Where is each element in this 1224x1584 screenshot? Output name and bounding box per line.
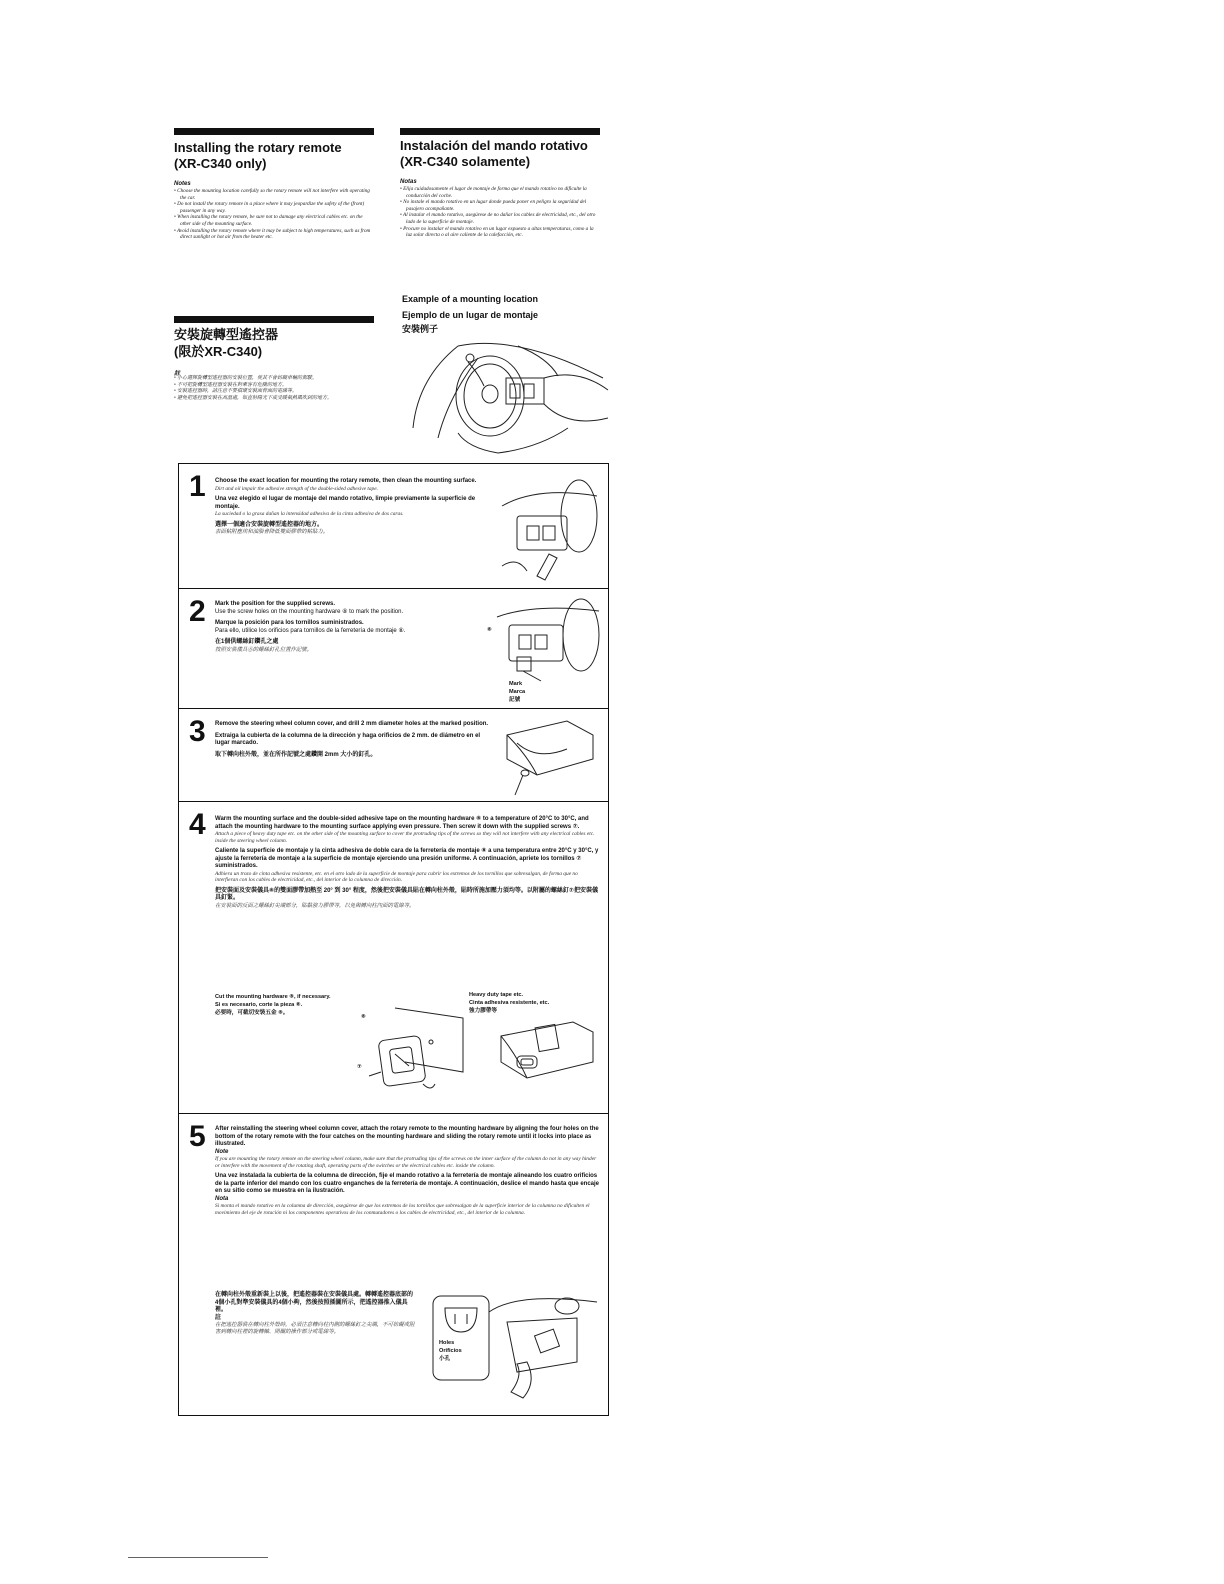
- step-3-number: 3: [189, 715, 206, 748]
- step-5-en-italic: If you are mounting the rotary remote on the steering wheel column, make sure that the protruding tips of the screws on the inner surface of the column do not in any way hinder or interfere with the movement of the rotating shaft, operating parts of the switches or the electrical cables etc. inside the column.: [215, 1156, 597, 1169]
- example-title-zh: 安裝例子: [402, 324, 439, 334]
- step-4-number: 4: [189, 808, 206, 841]
- chinese-notes-title: 註: [174, 371, 181, 377]
- step-2-panel: [178, 589, 609, 709]
- chinese-title-line2: (限於XR-C340): [174, 344, 263, 359]
- spanish-title-bar: [400, 128, 600, 135]
- step-4-panel: [178, 802, 609, 1114]
- spanish-note-3: • Al instalar el mando rotativo, asegúrese de no dañar los cables de electricidad, etc., del otro lado de la superficie de montaje.: [400, 212, 600, 225]
- step-2-illustration: [495, 597, 603, 681]
- step-4-hardware-illustration: [365, 1002, 465, 1098]
- example-title-en: Example of a mounting location: [402, 294, 539, 304]
- step-5-zh-note-title: 註: [215, 1314, 222, 1321]
- footer-rule: [128, 1557, 268, 1558]
- chinese-note-4: • 避免把遙控器安裝在高溫處，如直射陽光下或受暖氣熱風吹到的地方。: [174, 396, 374, 403]
- step-5-zh-italic: 在把遙控器裝在轉向柱外殼時，必須注意轉向柱內側的螺絲釘之尖端，不可妨礙或阻害到轉向柱裡的旋轉軸、開關的操作部分或電線等。: [215, 1322, 415, 1335]
- spanish-note-1: • Elija cuidadosamente el lugar de montaje de forma que el mando rotativo no dificulte la conducción del coche.: [400, 186, 600, 199]
- english-title-bar: [174, 128, 374, 135]
- step-2-en-plain: Use the screw holes on the mounting hardware ⑧ to mark the position.: [215, 608, 404, 615]
- step-1-panel: [178, 463, 609, 589]
- example-title-es: Ejemplo de un lugar de montaje: [402, 310, 539, 320]
- chinese-title-line1: 安裝旋轉型遙控器: [174, 327, 279, 342]
- step-3-es-bold: Extraiga la cubierta de la columna de la dirección y haga orificios de 2 mm. de diámetro en el lugar marcado.: [215, 732, 481, 746]
- step-2-zh-bold: 在1個供螺絲釘鑽孔之處: [215, 639, 279, 645]
- chinese-note-2: • 不可把旋轉型遙控器安裝在對乘客有危險的地方。: [174, 383, 374, 390]
- step-5-number: 5: [189, 1120, 206, 1153]
- step-4-zh-italic: 在安裝面的反面之螺絲釘尖端部分，貼黏強力膠帶等，以免與轉向柱內面的電線等。: [215, 902, 415, 909]
- english-note-4: • Avoid installing the rotary remote where it may be subject to high temperatures, such as from direct sunlight or hot air from the heater etc.: [174, 228, 374, 241]
- step-3-panel: [178, 709, 609, 802]
- english-title-line2: (XR-C340 only): [174, 156, 267, 171]
- step-2-mark-es: Marca: [509, 689, 526, 695]
- spanish-title-line2: (XR-C340 solamente): [400, 154, 531, 169]
- step-4-es-bold: Caliente la superficie de montaje y la cinta adhesiva de doble cara de la ferretería de montaje ⑧ a una temperatura entre 20°C y 30°C, y ajuste la ferretería de montaje a la superficie de montaje ejerciendo una presión uniforme. A continuación, apriete los tornillos ⑦ suministrados.: [215, 848, 599, 870]
- step-1-text: [215, 478, 495, 536]
- step-5-panel: [178, 1114, 609, 1416]
- step-5-text: [215, 1126, 599, 1216]
- step-5-es-note-title: Nota: [215, 1195, 229, 1202]
- spanish-title-line1: Instalación del mando rotativo: [400, 138, 588, 153]
- chinese-note-1: • 小心選擇旋轉型遙控器的安裝位置，使其不會妨礙車輛的駕駛。: [174, 376, 374, 383]
- step-3-zh-bold: 取下轉向柱外殼，並在所作記號之處鑽開 2mm 大小的釘孔。: [215, 751, 377, 758]
- step-4-callout-8: ⑧: [361, 1014, 366, 1020]
- step-2-callout: ⑧: [487, 627, 492, 633]
- step-5-es-italic: Si monta el mando rotativo en la columna de dirección, asegúrese de que los extremos de los tornillos que sobresalgan de la superficie interior de la columna no dificulten el movimiento del eje de rotación ni los componentes operativos de los conmutadores o los cables de electricidad, etc., del interior de la columna.: [215, 1203, 590, 1216]
- chinese-note-3: • 安裝遙控器時，請注意不要損壞安裝面背面的電線等。: [174, 389, 374, 396]
- step-1-en-bold: Choose the exact location for mounting the rotary remote, then clean the mounting surface.: [215, 478, 477, 484]
- step-4-cut-zh: 必要時，可截切安裝五金 ⑧。: [215, 1010, 289, 1016]
- step-1-zh-bold: 選擇一個適合安裝旋轉型遙控器的地方。: [215, 521, 324, 528]
- step-4-es-italic: Adhiera un trozo de cinta adhesiva resistente, etc. en el otro lado de la superficie de montaje para cubrir los extremos de los tornillos que sobresalgan, de forma que no interfieran con los cables de electricidad, etc., del interior de la columna de dirección.: [215, 870, 578, 884]
- english-notes-list: [174, 188, 374, 241]
- step-4-cut-es: Si es necesario, corte la pieza ⑧.: [215, 1002, 303, 1008]
- step-4-tape-zh: 強力膠帶等: [469, 1008, 497, 1014]
- step-3-illustration: [497, 715, 597, 797]
- step-1-en-italic: Dirt and oil impair the adhesive strength of the double-sided adhesive tape.: [215, 485, 378, 492]
- spanish-note-2: • No instale el mando rotativo en un lugar donde pueda poner en peligro la seguridad del pasajero acompañante.: [400, 199, 600, 212]
- step-5-zh-text: [215, 1292, 415, 1335]
- mounting-location-illustration: [398, 338, 610, 456]
- step-4-tape-en: Heavy duty tape etc.: [469, 992, 524, 998]
- english-title-line1: Installing the rotary remote: [174, 140, 342, 155]
- step-5-holes-zh: 小孔: [439, 1356, 451, 1362]
- step-2-zh-italic: 按照安裝儀具⑧的螺絲釘孔位置作記號。: [215, 646, 313, 653]
- chinese-title-bar: [174, 316, 374, 323]
- step-2-mark-en: Mark: [509, 681, 523, 687]
- step-2-mark-zh: 記號: [509, 697, 521, 703]
- step-5-en-note-title: Note: [215, 1148, 229, 1155]
- step-1-es-bold: Una vez elegido el lugar de montaje del mando rotativo, limpie previamente la superficie de montaje.: [215, 496, 476, 510]
- english-note-3: • When installing the rotary remote, be sure not to damage any electrical cables etc. on the other side of the mounting surface.: [174, 214, 374, 227]
- step-4-callout-7: ⑦: [357, 1064, 362, 1070]
- step-5-holes-es: Orificios: [439, 1348, 462, 1354]
- step-4-en-italic: Attach a piece of heavy duty tape etc. on the other side of the mounting surface to cover the protruding tips of the screws so they will not interfere with any electrical cables etc. inside the steering wheel column.: [215, 831, 595, 844]
- step-4-en-bold: Warm the mounting surface and the double-sided adhesive tape on the mounting hardware ⑧ to a temperature of 20°C to 30°C, and attach the mounting hardware to the mounting surface applying even pressure. Then screw it down with the supplied screws ⑦.: [215, 816, 589, 830]
- step-4-cut-en: Cut the mounting hardware ⑧, if necessary.: [215, 994, 331, 1000]
- spanish-notes-list: [400, 186, 600, 239]
- step-3-text: [215, 721, 495, 759]
- step-2-es-plain: Para ello, utilice los orificios para tornillos de la ferretería de montaje ⑧.: [215, 627, 406, 634]
- spanish-note-4: • Procure no instalar el mando rotativo en un lugar expuesto a altas temperaturas, como a la luz solar directa o al aire caliente de la calefacción, etc.: [400, 226, 600, 239]
- step-1-number: 1: [189, 470, 206, 503]
- chinese-notes-list: [174, 376, 374, 402]
- step-2-es-bold: Marque la posición para los tornillos suministrados.: [215, 620, 364, 626]
- step-1-illustration: [497, 476, 602, 584]
- step-2-text: [215, 601, 495, 653]
- step-5-es-bold: Una vez instalada la cubierta de la columna de dirección, fije el mando rotativo a la ferretería de montaje alineando los cuatro orificios de la parte inferior del mando con los cuatro enganches de la ferretería de montaje. A continuación, deslice el mando hasta que encaje en su sitio como se muestra en la ilustración.: [215, 1173, 599, 1195]
- step-5-holes-en: Holes: [439, 1340, 455, 1346]
- english-note-1: • Choose the mounting location carefully so the rotary remote will not interfere with operating the car.: [174, 188, 374, 201]
- step-5-en-bold: After reinstalling the steering wheel column cover, attach the rotary remote to the mounting hardware by aligning the four holes on the bottom of the rotary remote with the four catches on the mounting hardware and sliding the rotary remote until it locks into place as illustrated.: [215, 1126, 599, 1147]
- step-5-zh-bold: 在轉向柱外殼重新裝上以後，把遙控器裝在安裝儀具處。轉轉遙控器底部的4個小孔對準安裝儀具的4個小夠，然後按照插圖所示，把遙控器推入儀具裡。: [215, 1292, 414, 1313]
- step-1-zh-italic: 表面粘附塵埃和油脂會降低雙面膠帶的粘貼力。: [215, 529, 329, 536]
- step-4-text: [215, 816, 599, 909]
- step-2-number: 2: [189, 595, 206, 628]
- step-2-en-bold: Mark the position for the supplied screws.: [215, 601, 336, 607]
- step-3-en-bold: Remove the steering wheel column cover, and drill 2 mm diameter holes at the marked position.: [215, 721, 489, 727]
- english-notes-title: Notes: [174, 181, 191, 187]
- step-4-tape-es: Cinta adhesiva resistente, etc.: [469, 1000, 550, 1006]
- step-4-tape-illustration: [497, 1016, 597, 1096]
- step-1-es-italic: La suciedad o la grasa dañan la intensidad adhesiva de la cinta adhesiva de dos caras.: [215, 511, 404, 518]
- english-note-2: • Do not install the rotary remote in a place where it may jeopardize the safety of the (front) passenger in any way.: [174, 201, 374, 214]
- spanish-notes-title: Notas: [400, 179, 417, 185]
- step-4-zh-bold: 把安裝面及安裝儀具⑧的雙面膠帶加熱至 20° 到 30° 程度，然後把安裝儀具貼在轉向柱外殼，貼時所施加壓力須均等。以附屬的螺絲釘⑦把安裝儀具釘緊。: [215, 887, 598, 902]
